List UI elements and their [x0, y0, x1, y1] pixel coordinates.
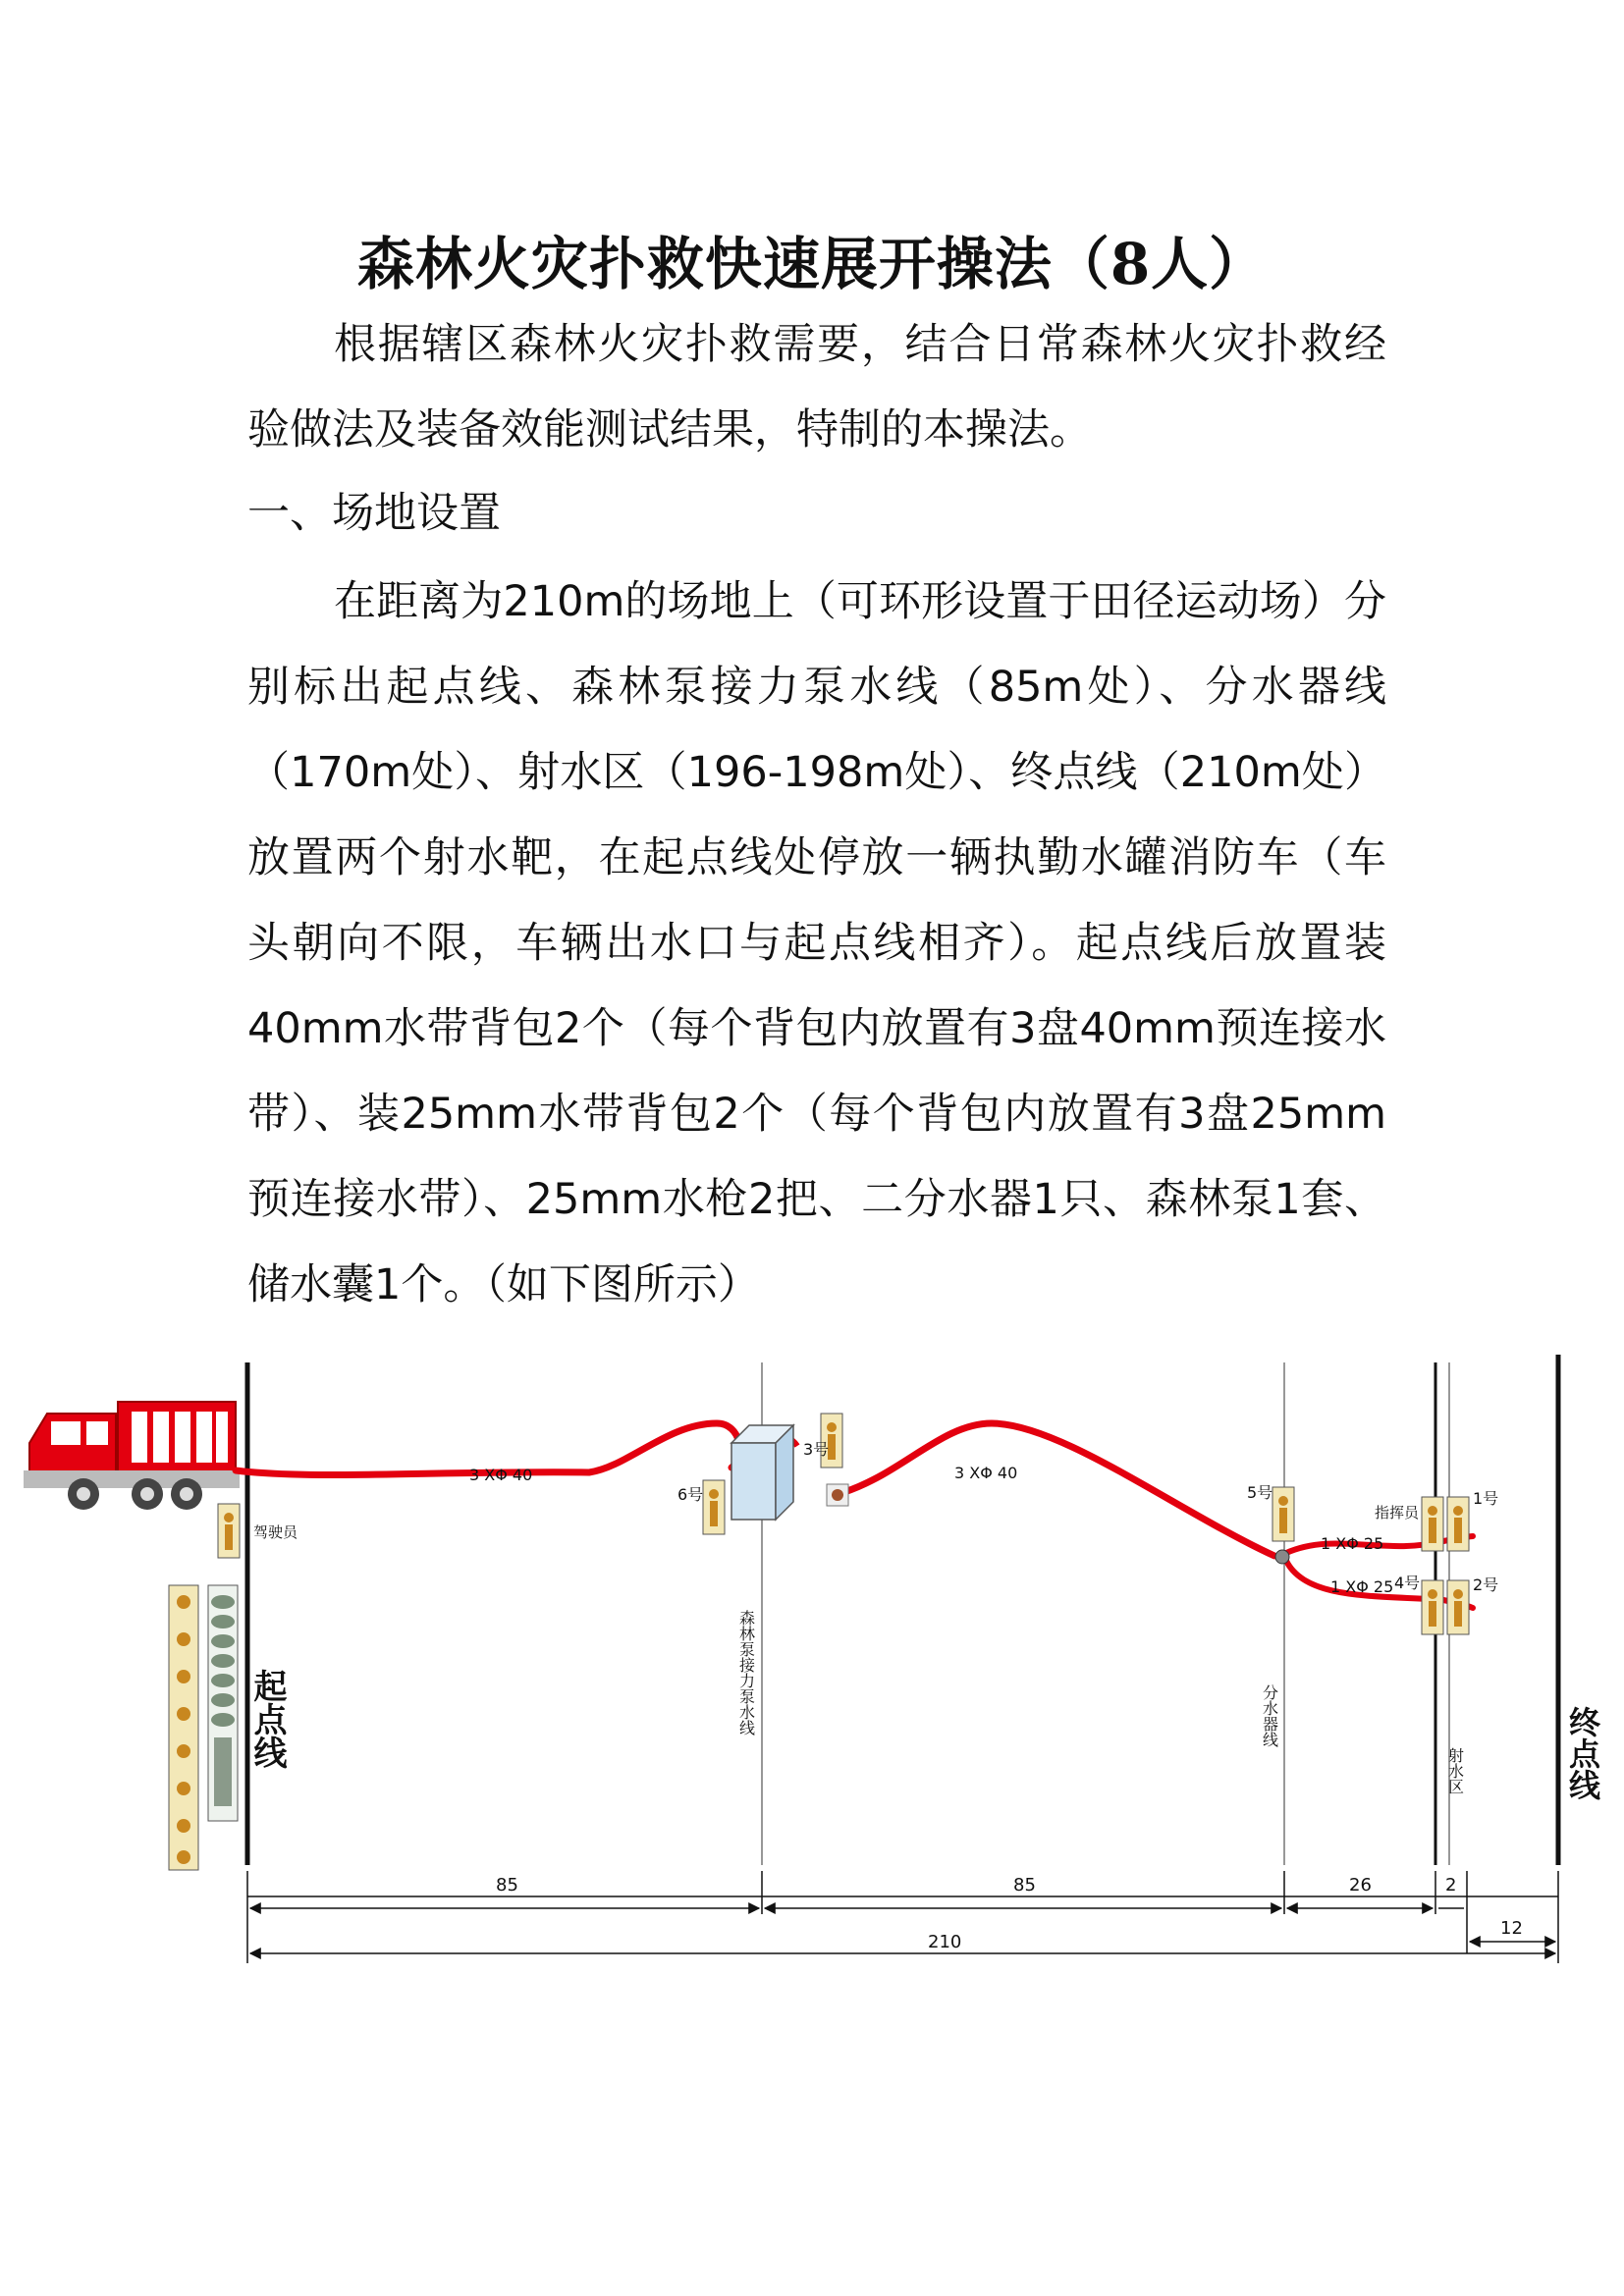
- start-line-label: 起点线: [247, 1669, 287, 1769]
- person-icon: [1422, 1580, 1443, 1634]
- hose-label-4: 1 XΦ 25: [1330, 1577, 1394, 1596]
- page-title: 森林火灾扑救快速展开操法（8人）: [356, 231, 1268, 297]
- person-icon: [1447, 1497, 1469, 1551]
- intro-paragraph: 根据辖区森林火灾扑救需要，结合日常森林火灾扑救经验做法及装备效能测试结果，特制的本操法。: [247, 320, 1386, 454]
- pump-dot: [832, 1489, 843, 1501]
- person-icon: [1422, 1497, 1443, 1551]
- hose-line-3: [844, 1423, 1274, 1556]
- person-icon: [218, 1504, 240, 1558]
- site-layout-diagram: [0, 1345, 1624, 1993]
- person-icon: [703, 1480, 725, 1534]
- person-icon: [1447, 1580, 1469, 1634]
- dim-12: 12: [1500, 1918, 1523, 1939]
- label-4: 4号: [1394, 1574, 1421, 1592]
- label-3: 3号: [803, 1440, 830, 1459]
- hose-label-1: 3 XΦ 40: [469, 1466, 533, 1484]
- dim-2: 2: [1445, 1875, 1457, 1896]
- dim-26: 26: [1349, 1875, 1372, 1896]
- water-tank: [731, 1425, 793, 1520]
- hose-label-3: 1 XΦ 25: [1321, 1534, 1384, 1553]
- commander-label: 指挥员: [1375, 1504, 1420, 1522]
- label-6: 6号: [677, 1485, 704, 1504]
- label-5: 5号: [1247, 1483, 1273, 1502]
- personnel-column: [169, 1585, 198, 1870]
- label-2: 2号: [1473, 1575, 1499, 1594]
- section-heading: 一、场地设置: [247, 489, 501, 538]
- end-line-label: 终点线: [1564, 1706, 1601, 1800]
- driver-label: 驾驶员: [253, 1523, 298, 1541]
- hose-label-2: 3 XΦ 40: [954, 1464, 1018, 1482]
- person-icon: [1272, 1487, 1294, 1541]
- spray-zone-label: 射水区: [1445, 1747, 1465, 1794]
- equipment-column: [208, 1585, 238, 1821]
- dim-210: 210: [928, 1932, 962, 1952]
- relay-line-label: 森林泵接力泵水线: [736, 1610, 756, 1735]
- site-setup-paragraph: 在距离为210m的场地上（可环形设置于田径运动场）分别标出起点线、森林泵接力泵水线（85m处）、分水器线（170m处）、射水区（196-198m处）、终点线（210m处）放置两个射水靶，在起点线处停放一辆执勤水罐消防车（车头朝向不限，车辆出水口与起点线相齐）。起点线后放置装40mm水带背包2个（每个背包内放置有3盘40mm预连接水带）、装25mm水带背包2个（每个背包内放置有3盘25mm预连接水带）、25mm水枪2把、二分水器1只、森林泵1套、储水囊1个。（如下图所示）: [247, 577, 1386, 1309]
- dim-85-b: 85: [1013, 1875, 1036, 1896]
- fire-truck: [24, 1402, 240, 1510]
- label-1: 1号: [1473, 1489, 1499, 1508]
- water-divider: [1275, 1550, 1289, 1564]
- divider-line-label: 分水器线: [1260, 1684, 1279, 1747]
- dim-85-a: 85: [496, 1875, 518, 1896]
